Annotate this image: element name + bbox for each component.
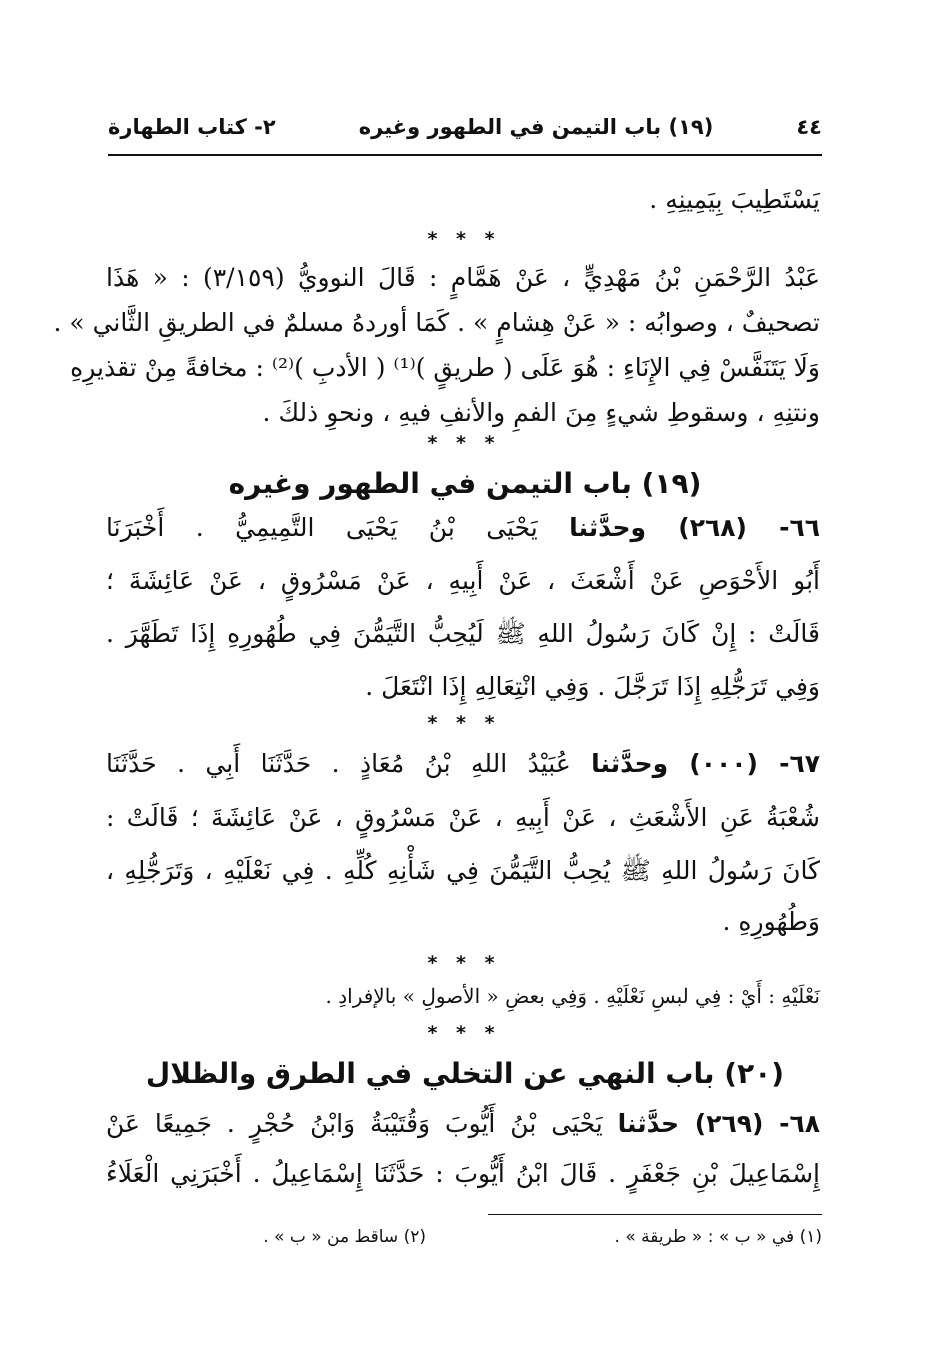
header-rule [108, 154, 822, 156]
text-line: عَبْدُ الرَّحْمَنِ بْنُ مَهْدِيٍّ ، عَنْ هَمَّامٍ : قَالَ النوويُّ (٣/١٥٩) : « هَذَا [106, 263, 820, 292]
text-line: وَلَا يَتَنَفَّسْ فِي الإِنَاءِ : هُوَ عَلَى ( طريقٍ )⁽¹⁾ ( الأدبِ )⁽²⁾ : مخافةً مِنْ تقذيرِهِ [70, 353, 820, 382]
hadith-text: يَحْيَى بْنُ يَحْيَى التَّمِيمِيُّ . أَخْبَرَنَا [106, 513, 538, 542]
text-line: ونتنِهِ ، وسقوطِ شيءٍ مِنَ الفمِ والأنفِ فيهِ ، ونحوِ ذلكَ . [262, 398, 820, 427]
text-line: يَسْتَطِيبَ بِيَمِينِهِ . [649, 185, 820, 214]
section-separator: * * * [427, 712, 501, 734]
hadith-number: ٦٦- (٢٦٨) وحدَّثنا [569, 513, 820, 542]
page-number: ٤٤ [796, 115, 822, 139]
chapter-title: (١٩) باب التيمن في الطهور وغيره [358, 115, 714, 139]
hadith-number: ٦٨- (٢٦٩) حدَّثنا [617, 1109, 820, 1138]
hadith-text: عُبَيْدُ اللهِ بْنُ مُعَاذٍ . حَدَّثَنَا أَبِي . حَدَّثَنَا [106, 749, 571, 778]
footnote-1: (١) في « ب » : « طريقة » . [614, 1227, 822, 1247]
text-line: إِسْمَاعِيلَ بْنِ جَعْفَرٍ . قَالَ ابْنُ أَيُّوبَ : حَدَّثَنَا إِسْمَاعِيلُ . أَخْبَرَنِي الْعَلَاءُ [106, 1159, 820, 1188]
text-line: كَانَ رَسُولُ اللهِ ﷺ يُحِبُّ التَّيَمُّنَ فِي شَأْنِهِ كُلِّهِ . فِي نَعْلَيْهِ ، وَتَرَجُّلِهِ ، [106, 856, 820, 885]
hadith-line [106, 500, 820, 556]
commentary-line: نَعْلَيْهِ : أَيْ : فِي لبسِ نَعْلَيْهِ . وَفِي بعضِ « الأصولِ » بالإفرادِ . [325, 984, 820, 1008]
running-header [108, 104, 822, 150]
section-separator: * * * [427, 432, 501, 454]
text-line: أَبُو الأَحْوَصِ عَنْ أَشْعَثَ ، عَنْ أَبِيهِ ، عَنْ مَسْرُوقٍ ، عَنْ عَائِشَةَ ؛ [106, 566, 820, 595]
text-line: تصحيفٌ ، وصوابُه : « عَنْ هِشامٍ » . كَمَا أوردهُ مسلمٌ في الطريقِ الثَّاني » . [53, 308, 820, 337]
footnote-2: (٢) ساقط من « ب » . [263, 1227, 426, 1247]
book-title: ٢- كتاب الطهارة [108, 115, 276, 139]
section-separator: * * * [427, 952, 501, 974]
hadith-line [106, 736, 820, 792]
text-line: وَفِي تَرَجُّلِهِ إِذَا تَرَجَّلَ . وَفِي انْتِعَالِهِ إِذَا انْتَعَلَ . [365, 672, 820, 701]
chapter-heading: (١٩) باب التيمن في الطهور وغيره [228, 467, 702, 500]
text-line: قَالَتْ : إِنْ كَانَ رَسُولُ اللهِ ﷺ لَيُحِبُّ التَّيَمُّنَ فِي طُهُورِهِ إِذَا تَطَهَّرَ . [106, 619, 820, 648]
hadith-line [106, 1096, 820, 1152]
section-separator: * * * [427, 1022, 501, 1044]
hadith-text: يَحْيَى بْنُ أَيُّوبَ وَقُتَيْبَةُ وَابْنُ حُجْرٍ . جَمِيعًا عَنْ [106, 1109, 603, 1138]
footnote-rule [488, 1214, 822, 1215]
text-line: شُعْبَةُ عَنِ الأَشْعَثِ ، عَنْ أَبِيهِ ، عَنْ مَسْرُوقٍ ، عَنْ عَائِشَةَ ؛ قَالَتْ : [106, 803, 820, 832]
hadith-number: ٦٧- (٠٠٠) وحدَّثنا [591, 749, 821, 778]
text-line: وَطُهُورِهِ . [722, 907, 820, 936]
section-separator: * * * [427, 228, 501, 250]
chapter-heading: (٢٠) باب النهي عن التخلي في الطرق والظلال [145, 1057, 785, 1090]
